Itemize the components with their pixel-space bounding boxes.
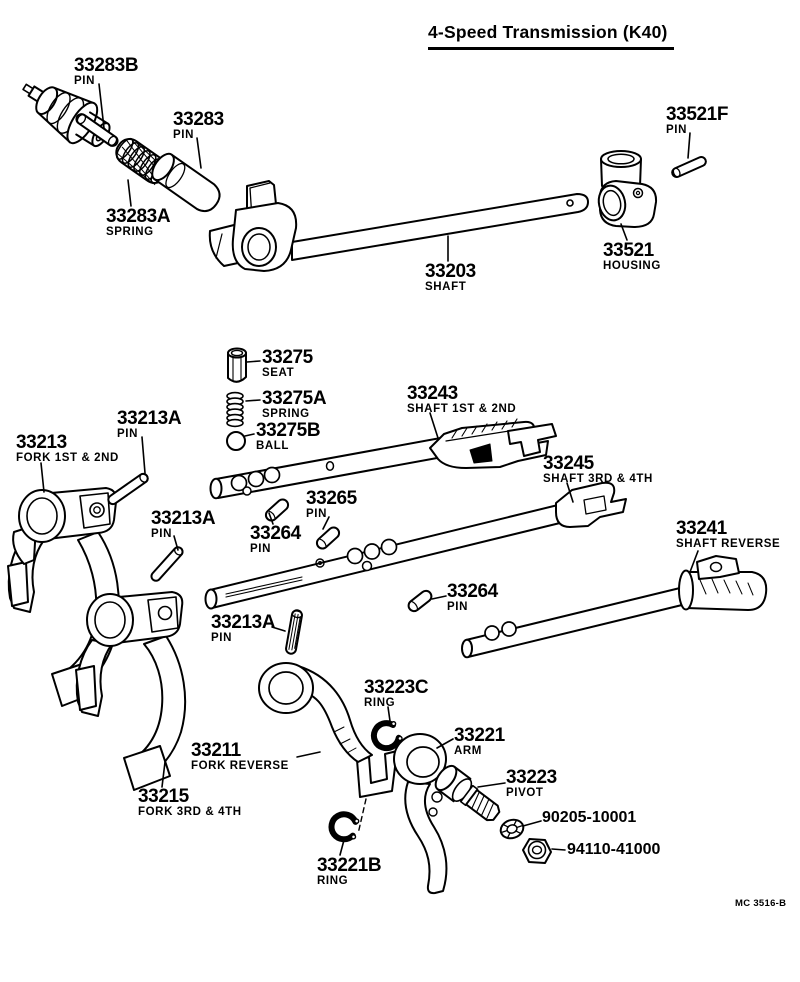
label-33213a-3: 33213A PIN xyxy=(211,612,276,644)
spring-33275a-drawing xyxy=(227,393,243,427)
nut-94110-drawing xyxy=(523,839,551,863)
label-33283a: 33283A SPRING xyxy=(106,206,171,238)
arm-33221-drawing xyxy=(394,734,446,893)
label-33245: 33245 SHAFT 3RD & 4TH xyxy=(543,453,653,485)
label-33221b: 33221B RING xyxy=(317,855,382,887)
label-33223c: 33223C RING xyxy=(364,677,429,709)
label-33221: 33221 ARM xyxy=(454,725,505,757)
label-33241: 33241 SHAFT REVERSE xyxy=(676,518,781,550)
label-33275a: 33275A SPRING xyxy=(262,388,327,420)
label-33265: 33265 PIN xyxy=(306,488,357,520)
label-33275: 33275 SEAT xyxy=(262,347,313,379)
label-33264-2: 33264 PIN xyxy=(447,581,498,613)
label-33283b: 33283B PIN xyxy=(74,55,139,87)
label-33213a-1: 33213A PIN xyxy=(117,408,182,440)
washer-90205-drawing xyxy=(498,817,525,841)
pin-33265-drawing xyxy=(315,525,342,551)
page-title: 4-Speed Transmission (K40) xyxy=(428,22,674,50)
shaft-33241-drawing xyxy=(462,556,766,657)
label-90205-10001: 90205-10001 xyxy=(542,809,637,826)
pin-33213a-drawing-2 xyxy=(150,545,185,582)
figure-code: MC 3516-B xyxy=(735,898,787,909)
ball-33275b-drawing xyxy=(227,432,245,450)
label-33243: 33243 SHAFT 1ST & 2ND xyxy=(407,383,517,415)
label-94110-41000: 94110-41000 xyxy=(567,841,661,858)
pin-33213a-drawing-3 xyxy=(285,609,302,654)
pin-33264-drawing-2 xyxy=(406,589,433,614)
ring-33221b-drawing xyxy=(329,811,361,842)
pin-33521f-drawing xyxy=(671,156,708,179)
fork-33215-drawing xyxy=(76,592,185,790)
label-33211: 33211 FORK REVERSE xyxy=(191,740,289,772)
label-33283: 33283 PIN xyxy=(173,109,224,141)
housing-33521-drawing xyxy=(596,151,656,227)
pin-33213a-drawing-1 xyxy=(107,472,150,506)
label-33215: 33215 FORK 3RD & 4TH xyxy=(138,786,242,818)
label-33521: 33521 HOUSING xyxy=(603,240,661,272)
pin-33264-drawing-1 xyxy=(264,497,291,523)
label-33264-1: 33264 PIN xyxy=(250,523,301,555)
label-33213a-2: 33213A PIN xyxy=(151,508,216,540)
label-33203: 33203 SHAFT xyxy=(425,261,476,293)
shaft-33203-drawing xyxy=(210,181,588,271)
pivot-33223-drawing xyxy=(432,762,505,827)
seat-33275-drawing xyxy=(228,349,246,382)
label-33275b: 33275B BALL xyxy=(256,420,321,452)
label-33213: 33213 FORK 1ST & 2ND xyxy=(16,432,119,464)
label-33521f: 33521F PIN xyxy=(666,104,729,136)
label-33223: 33223 PIVOT xyxy=(506,767,557,799)
